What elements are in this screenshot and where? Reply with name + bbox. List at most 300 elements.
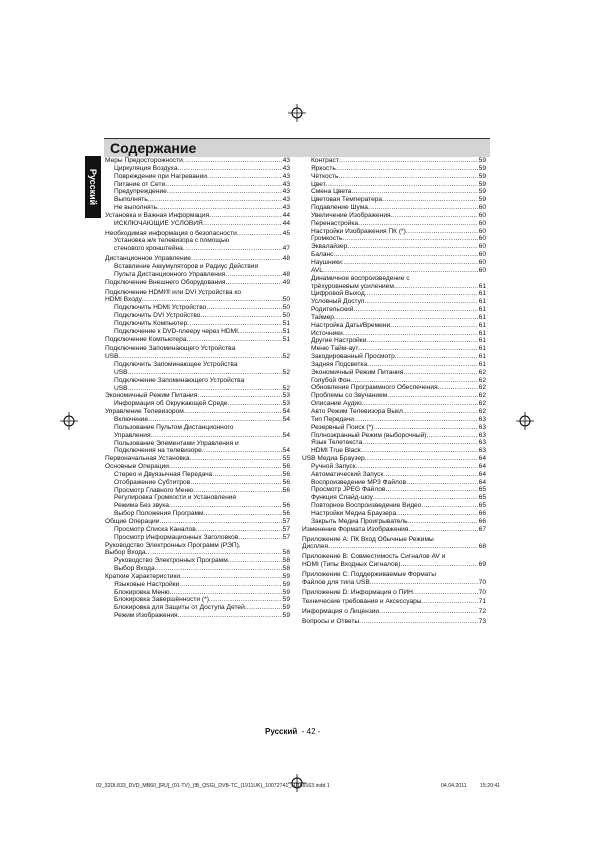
toc-entry-title: Приложение D: Информация о ПИН: [302, 588, 413, 596]
toc-entry-page: 56: [282, 486, 290, 494]
toc-entry[interactable]: [302, 173, 486, 181]
toc-entry-page: 51: [282, 327, 290, 335]
toc-entry[interactable]: [105, 271, 290, 279]
toc-line: Регулировка Громкости и Установления: [114, 494, 236, 502]
toc-entry-page: 52: [282, 368, 290, 376]
dot-leader: [359, 618, 478, 626]
toc-entry-page: 53: [282, 400, 290, 408]
toc-entry-page: 69: [478, 561, 486, 569]
toc-entry-title: Режима Без звука: [114, 502, 169, 510]
dot-leader: [367, 361, 478, 369]
toc-entry[interactable]: [302, 181, 486, 189]
side-tab-label: Русский: [88, 168, 98, 206]
dot-leader: [403, 408, 478, 416]
toc-entry-page: 64: [478, 478, 486, 486]
dot-leader: [326, 181, 478, 189]
toc-entry-page: 59: [478, 172, 486, 180]
toc-entry[interactable]: [302, 259, 486, 267]
toc-entry[interactable]: [302, 579, 486, 587]
toc-line: Динамичное воспроизведение с: [311, 274, 410, 282]
dot-leader: [395, 353, 478, 361]
toc-entry[interactable]: [302, 220, 486, 228]
toc-entry[interactable]: [105, 296, 290, 304]
toc-entry-page: 63: [478, 447, 486, 455]
toc-entry[interactable]: [302, 322, 486, 330]
toc-entry[interactable]: [302, 510, 486, 518]
toc-entry-title: Перенастройка: [311, 219, 359, 227]
toc-entry-page: 67: [478, 525, 486, 533]
toc-entry-page: 60: [478, 258, 486, 266]
toc-entry-page: 58: [282, 557, 290, 565]
toc-entry[interactable]: [105, 188, 290, 196]
toc-entry[interactable]: [302, 157, 486, 165]
dot-leader: [183, 157, 282, 165]
toc-entry-title: Не выполнять: [114, 204, 158, 212]
toc-entry[interactable]: [302, 561, 486, 569]
toc-entry-title: Функция Слайд-шоу: [311, 494, 373, 502]
toc-entry-title: Первоначальная Установка: [105, 455, 190, 463]
dot-leader: [119, 353, 282, 361]
toc-entry-title: Подключение Внешнего Оборудования: [105, 278, 226, 286]
toc-entry-page: 59: [478, 196, 486, 204]
toc-entry-page: 61: [478, 321, 486, 329]
toc-entry[interactable]: [302, 455, 486, 463]
dot-leader: [342, 235, 477, 243]
toc-entry[interactable]: [105, 604, 290, 612]
toc-entry[interactable]: [105, 518, 290, 526]
toc-entry-title: Выбор Входа: [114, 565, 155, 573]
toc-entry[interactable]: [302, 212, 486, 220]
toc-entry[interactable]: [105, 165, 290, 173]
toc-entry-page: 59: [282, 604, 290, 612]
dot-leader: [142, 296, 282, 304]
toc-entry[interactable]: [302, 306, 486, 314]
toc-entry-title: Эквалайзер: [311, 243, 348, 251]
dot-leader: [204, 510, 282, 518]
dot-leader: [342, 259, 478, 267]
toc-entry[interactable]: [105, 304, 290, 312]
dot-leader: [362, 439, 478, 447]
toc-entry-page: 43: [282, 172, 290, 180]
toc-entry[interactable]: [105, 455, 290, 463]
toc-entry[interactable]: [302, 369, 486, 377]
toc-entry-title: Пульта Дистанционного Управления: [114, 270, 226, 278]
toc-entry-page: 45: [282, 229, 290, 237]
toc-entry[interactable]: [302, 243, 486, 251]
toc-entry-title: Изменение Формата Изображения: [302, 525, 409, 533]
dot-leader: [151, 432, 282, 440]
toc-entry[interactable]: [302, 543, 486, 551]
dot-leader: [373, 494, 478, 502]
dot-leader: [382, 196, 478, 204]
toc-entry[interactable]: [302, 463, 486, 471]
toc-entry[interactable]: [302, 471, 486, 479]
dot-leader: [225, 271, 281, 279]
toc-entry-page: 54: [282, 408, 290, 416]
toc-entry-page: 50: [282, 304, 290, 312]
toc-entry-title: Автоматический Запуск: [311, 470, 384, 478]
dot-leader: [365, 455, 478, 463]
dot-leader: [365, 298, 478, 306]
toc-entry-title: Предупреждение: [114, 188, 167, 196]
dot-leader: [396, 510, 478, 518]
toc-entry-title: Просмотр Информационных Заголовков: [114, 533, 239, 541]
toc-entry-title: Краткие Характеристики: [105, 572, 181, 580]
toc-entry-page: 61: [478, 360, 486, 368]
toc-entry-page: 59: [478, 188, 486, 196]
toc-entry-title: Цвет: [311, 180, 326, 188]
toc-line: Вставление Аккумуляторов и Радиус Действия: [114, 262, 259, 270]
toc-entry[interactable]: [302, 314, 486, 322]
dot-leader: [390, 322, 478, 330]
dot-leader: [354, 416, 478, 424]
toc-entry-title: Блокировка Завершённости (*): [114, 596, 209, 604]
toc-entry-page: 60: [478, 251, 486, 259]
toc-entry-page: 62: [478, 384, 486, 392]
toc-entry[interactable]: [302, 502, 486, 510]
toc-entry-title: USB: [105, 353, 119, 361]
page-title: Содержание: [110, 140, 197, 156]
toc-entry-page: 61: [478, 306, 486, 314]
toc-entry-page: 51: [282, 335, 290, 343]
toc-entry-page: 62: [478, 408, 486, 415]
toc-entry[interactable]: [105, 204, 290, 212]
toc-entry[interactable]: [302, 345, 486, 353]
toc-entry-title: Выбор Положения Программ: [114, 510, 204, 518]
toc-entry-page: 56: [282, 463, 290, 471]
toc-entry-page: 54: [282, 447, 290, 455]
dot-leader: [394, 283, 478, 291]
toc-entry[interactable]: [302, 251, 486, 259]
toc-entry-page: 70: [478, 578, 486, 586]
toc-entry[interactable]: [302, 196, 486, 204]
dot-leader: [245, 604, 282, 612]
toc-entry-title: Управления: [114, 431, 151, 439]
toc-entry[interactable]: [105, 220, 290, 228]
language-side-tab: [85, 156, 101, 218]
toc-entry[interactable]: [302, 267, 486, 275]
dot-leader: [338, 173, 477, 181]
toc-column-left: [105, 157, 290, 620]
toc-entry-page: 64: [478, 455, 486, 463]
dot-leader: [196, 526, 282, 534]
toc-entry[interactable]: [105, 612, 290, 620]
toc-entry[interactable]: [302, 400, 486, 408]
dot-leader: [190, 479, 281, 487]
toc-entry[interactable]: [105, 408, 290, 416]
toc-entry-page: 59: [478, 180, 486, 188]
dot-leader: [148, 196, 282, 204]
toc-entry[interactable]: [302, 618, 486, 626]
dot-leader: [413, 589, 478, 597]
toc-entry[interactable]: [302, 392, 486, 400]
toc-entry[interactable]: [105, 212, 290, 220]
toc-entry[interactable]: [105, 196, 290, 204]
toc-entry[interactable]: [105, 369, 290, 377]
toc-entry-page: 60: [478, 243, 486, 251]
toc-entry[interactable]: [105, 565, 290, 573]
toc-entry-title: Воспроизведение MP3 Файлов: [311, 478, 407, 486]
dot-leader: [165, 181, 282, 189]
toc-line: Приложение В: Совместимость Сигналов AV и: [302, 553, 446, 561]
toc-entry-title: Экономичный Режим Питания: [311, 368, 404, 376]
toc-entry-page: 43: [282, 164, 290, 172]
toc-entry-page: 64: [478, 462, 486, 470]
dot-leader: [238, 534, 281, 542]
toc-entry[interactable]: [105, 557, 290, 565]
toc-entry[interactable]: [302, 416, 486, 424]
dot-leader: [421, 502, 477, 510]
toc-entry-title: Настройка Даты/Времени: [311, 321, 391, 329]
dot-leader: [128, 369, 282, 377]
toc-entry[interactable]: [302, 494, 486, 502]
toc-entry-page: 50: [282, 312, 290, 320]
toc-entry-title: Громкость: [311, 235, 343, 243]
toc-entry-title: Авто Режим Телевизора Выкл: [311, 408, 403, 415]
dot-leader: [408, 526, 477, 534]
toc-entry-title: Цифровой Выход: [311, 290, 365, 298]
toc-entry-page: 51: [282, 319, 290, 327]
toc-entry[interactable]: [105, 526, 290, 534]
toc-entry-page: 59: [478, 164, 486, 172]
toc-entry-title: Закрыть Медиа Проигрыватель: [311, 517, 408, 525]
toc-entry[interactable]: [105, 245, 290, 253]
dot-leader: [237, 230, 282, 238]
dot-leader: [207, 173, 282, 181]
toc-entry[interactable]: [105, 416, 290, 424]
toc-entry-title: Необходимая информация о безопасности: [105, 229, 237, 237]
dot-leader: [227, 400, 281, 408]
toc-entry-title: Таймер: [311, 313, 334, 321]
toc-entry-title: трёхуровневым усилением: [311, 282, 394, 290]
dot-leader: [159, 518, 281, 526]
toc-entry-title: Просмотр JPEG Файлов: [311, 486, 386, 494]
toc-entry-page: 61: [478, 298, 486, 306]
page-number-value: - 42 -: [301, 727, 321, 736]
toc-entry[interactable]: [105, 353, 290, 361]
title-bar: [104, 138, 490, 157]
toc-entry-title: Настройки Изображения ПК (*): [311, 227, 406, 235]
toc-entry-page: 56: [282, 470, 290, 478]
dot-leader: [365, 290, 478, 298]
toc-entry-page: 52: [282, 384, 290, 392]
dot-leader: [178, 612, 282, 620]
toc-entry-title: Меры Предосторожности: [105, 157, 183, 164]
toc-line: Подключение HDMI® или DVI Устройства ко: [105, 288, 242, 296]
toc-entry-title: Описание Аудио: [311, 400, 362, 408]
toc-entry[interactable]: [302, 188, 486, 196]
toc-entry-title: Отображение Субтитров: [114, 478, 191, 486]
toc-entry[interactable]: [302, 165, 486, 173]
toc-entry[interactable]: [302, 204, 486, 212]
toc-entry-page: 57: [282, 533, 290, 541]
toc-entry-title: Родительский: [311, 306, 354, 314]
toc-entry-page: 62: [478, 400, 486, 408]
dot-leader: [403, 369, 477, 377]
toc-entry[interactable]: [105, 534, 290, 542]
registration-mark-left: [60, 412, 78, 430]
toc-entry-page: 61: [478, 290, 486, 298]
toc-entry-page: 52: [282, 353, 290, 361]
toc-entry-page: 63: [478, 439, 486, 447]
toc-entry[interactable]: [105, 230, 290, 238]
toc-entry[interactable]: [302, 589, 486, 597]
toc-entry[interactable]: [105, 320, 290, 328]
toc-entry[interactable]: [302, 439, 486, 447]
toc-entry-title: Выбор Входа: [105, 549, 146, 557]
toc-entry-title: Общие Операции: [105, 517, 160, 525]
toc-entry-page: 66: [478, 517, 486, 525]
toc-entry[interactable]: [302, 353, 486, 361]
toc-entry[interactable]: [105, 510, 290, 518]
toc-entry[interactable]: [302, 424, 486, 432]
toc-entry[interactable]: [302, 228, 486, 236]
dot-leader: [209, 212, 282, 220]
toc-column-right: [302, 157, 486, 626]
toc-entry-title: Включение: [114, 416, 149, 423]
toc-entry-page: 50: [282, 296, 290, 304]
toc-entry-title: Ручной Запуск: [311, 462, 356, 470]
toc-entry-page: 61: [478, 282, 486, 290]
toc-entry-page: 59: [282, 572, 290, 580]
toc-entry[interactable]: [302, 408, 486, 416]
toc-entry-title: Подключить DVI Устройство: [114, 312, 201, 320]
toc-entry[interactable]: [105, 279, 290, 287]
dot-leader: [200, 312, 281, 320]
toc-entry-page: 48: [282, 255, 290, 263]
toc-entry[interactable]: [302, 526, 486, 534]
dot-leader: [169, 502, 282, 510]
toc-entry[interactable]: [105, 549, 290, 557]
toc-entry[interactable]: [105, 255, 290, 263]
toc-entry[interactable]: [105, 447, 290, 455]
toc-entry[interactable]: [105, 463, 290, 471]
toc-entry-title: Основные Операции: [105, 463, 169, 471]
toc-entry-title: Информация о Лицензии: [302, 608, 380, 616]
toc-entry-page: 59: [282, 596, 290, 604]
dot-leader: [169, 463, 282, 471]
toc-entry-title: USB Медиа Браузер: [302, 455, 365, 463]
toc-entry-page: 61: [478, 353, 486, 361]
footer-time: 15:20:41: [480, 783, 501, 789]
toc-entry[interactable]: [105, 336, 290, 344]
toc-line: Установка ж/к телевизора с помощью: [114, 237, 230, 245]
toc-entry-title: Экономичный Режим Питания: [105, 392, 198, 400]
dot-leader: [193, 487, 282, 495]
footer-filename: 02_32DL833_DVD_MB60_[RU]_(01-TV)_(IB_QSG)_DVB-TC_(1911UK)_10072741_50189163.indd 1: [96, 783, 330, 789]
registration-mark-right: [516, 412, 534, 430]
toc-entry-page: 58: [282, 565, 290, 573]
toc-entry[interactable]: [105, 487, 290, 495]
toc-entry-title: USB: [114, 384, 128, 392]
toc-entry[interactable]: [105, 589, 290, 597]
dot-leader: [179, 581, 281, 589]
dot-leader: [387, 392, 477, 400]
toc-entry[interactable]: [105, 400, 290, 408]
toc-entry-title: Дисплея: [302, 543, 329, 551]
toc-line: Пользование Элементами Управления и: [114, 439, 239, 447]
toc-entry-title: Управление Телевизором: [105, 408, 184, 416]
toc-entry-title: Тип Передачи: [311, 415, 354, 423]
toc-entry[interactable]: [105, 479, 290, 487]
dot-leader: [190, 455, 282, 463]
toc-entry[interactable]: [302, 361, 486, 369]
toc-entry-page: 54: [282, 416, 290, 423]
toc-entry-title: Информация об Окружающей Среде: [114, 400, 228, 408]
toc-entry-title: Дистанционное Управление: [105, 255, 191, 263]
toc-entry-page: 63: [478, 423, 486, 431]
toc-entry-title: Повторное Воспроизведение Видео: [311, 502, 422, 510]
registration-mark-top: [288, 104, 306, 122]
toc-entry-page: 57: [282, 525, 290, 533]
dot-leader: [353, 306, 477, 314]
toc-entry[interactable]: [105, 157, 290, 165]
toc-entry[interactable]: [105, 173, 290, 181]
toc-entry[interactable]: [302, 608, 486, 616]
toc-entry-page: 59: [282, 580, 290, 588]
dot-leader: [406, 479, 478, 487]
toc-entry[interactable]: [105, 328, 290, 336]
dot-leader: [167, 188, 282, 196]
dot-leader: [203, 220, 282, 228]
dot-leader: [391, 212, 478, 220]
toc-entry[interactable]: [105, 573, 290, 581]
page-number: [265, 727, 320, 736]
toc-entry-page: 49: [282, 278, 290, 286]
toc-entry-page: 60: [478, 219, 486, 227]
dot-leader: [180, 573, 282, 581]
toc-entry-page: 63: [478, 415, 486, 423]
toc-entry[interactable]: [105, 181, 290, 189]
dot-leader: [206, 304, 281, 312]
toc-entry[interactable]: [302, 432, 486, 440]
toc-entry-title: Настройки Медиа Браузера: [311, 509, 397, 517]
toc-entry-title: Меню Тайм-аут: [311, 345, 359, 353]
toc-entry-page: 59: [282, 612, 290, 620]
toc-entry-page: 47: [282, 245, 290, 253]
toc-entry[interactable]: [105, 471, 290, 479]
toc-entry[interactable]: [302, 518, 486, 526]
toc-entry-title: Просмотр Списка Каналов: [114, 525, 196, 533]
toc-entry-title: Питание от Сети: [114, 180, 166, 188]
toc-entry[interactable]: [302, 447, 486, 455]
toc-entry[interactable]: [302, 598, 486, 606]
toc-entry-page: 63: [478, 431, 486, 439]
toc-entry[interactable]: [105, 432, 290, 440]
dot-leader: [184, 408, 282, 416]
toc-line: Подключение Запоминающего Устройства: [114, 376, 245, 384]
dot-leader: [187, 320, 281, 328]
dot-leader: [323, 267, 478, 275]
toc-entry[interactable]: [105, 502, 290, 510]
dot-leader: [438, 384, 478, 392]
toc-entry-page: 60: [478, 266, 486, 274]
toc-entry[interactable]: [302, 298, 486, 306]
toc-entry[interactable]: [105, 312, 290, 320]
toc-entry-page: 56: [282, 478, 290, 486]
dot-leader: [228, 557, 282, 565]
toc-entry[interactable]: [105, 581, 290, 589]
toc-entry-title: Подключения на телевизоре: [114, 447, 202, 455]
toc-entry-page: 44: [282, 211, 290, 219]
dot-leader: [328, 543, 478, 551]
toc-entry-title: Другие Настройки: [311, 337, 367, 345]
toc-entry[interactable]: [302, 290, 486, 298]
toc-line: Пользование Пультом Дистанционного: [114, 423, 234, 431]
toc-entry-title: Стерео и Двуязычная Передача: [114, 470, 213, 478]
dot-leader: [157, 204, 282, 212]
toc-entry-title: Просмотр Главного Меню: [114, 486, 194, 494]
